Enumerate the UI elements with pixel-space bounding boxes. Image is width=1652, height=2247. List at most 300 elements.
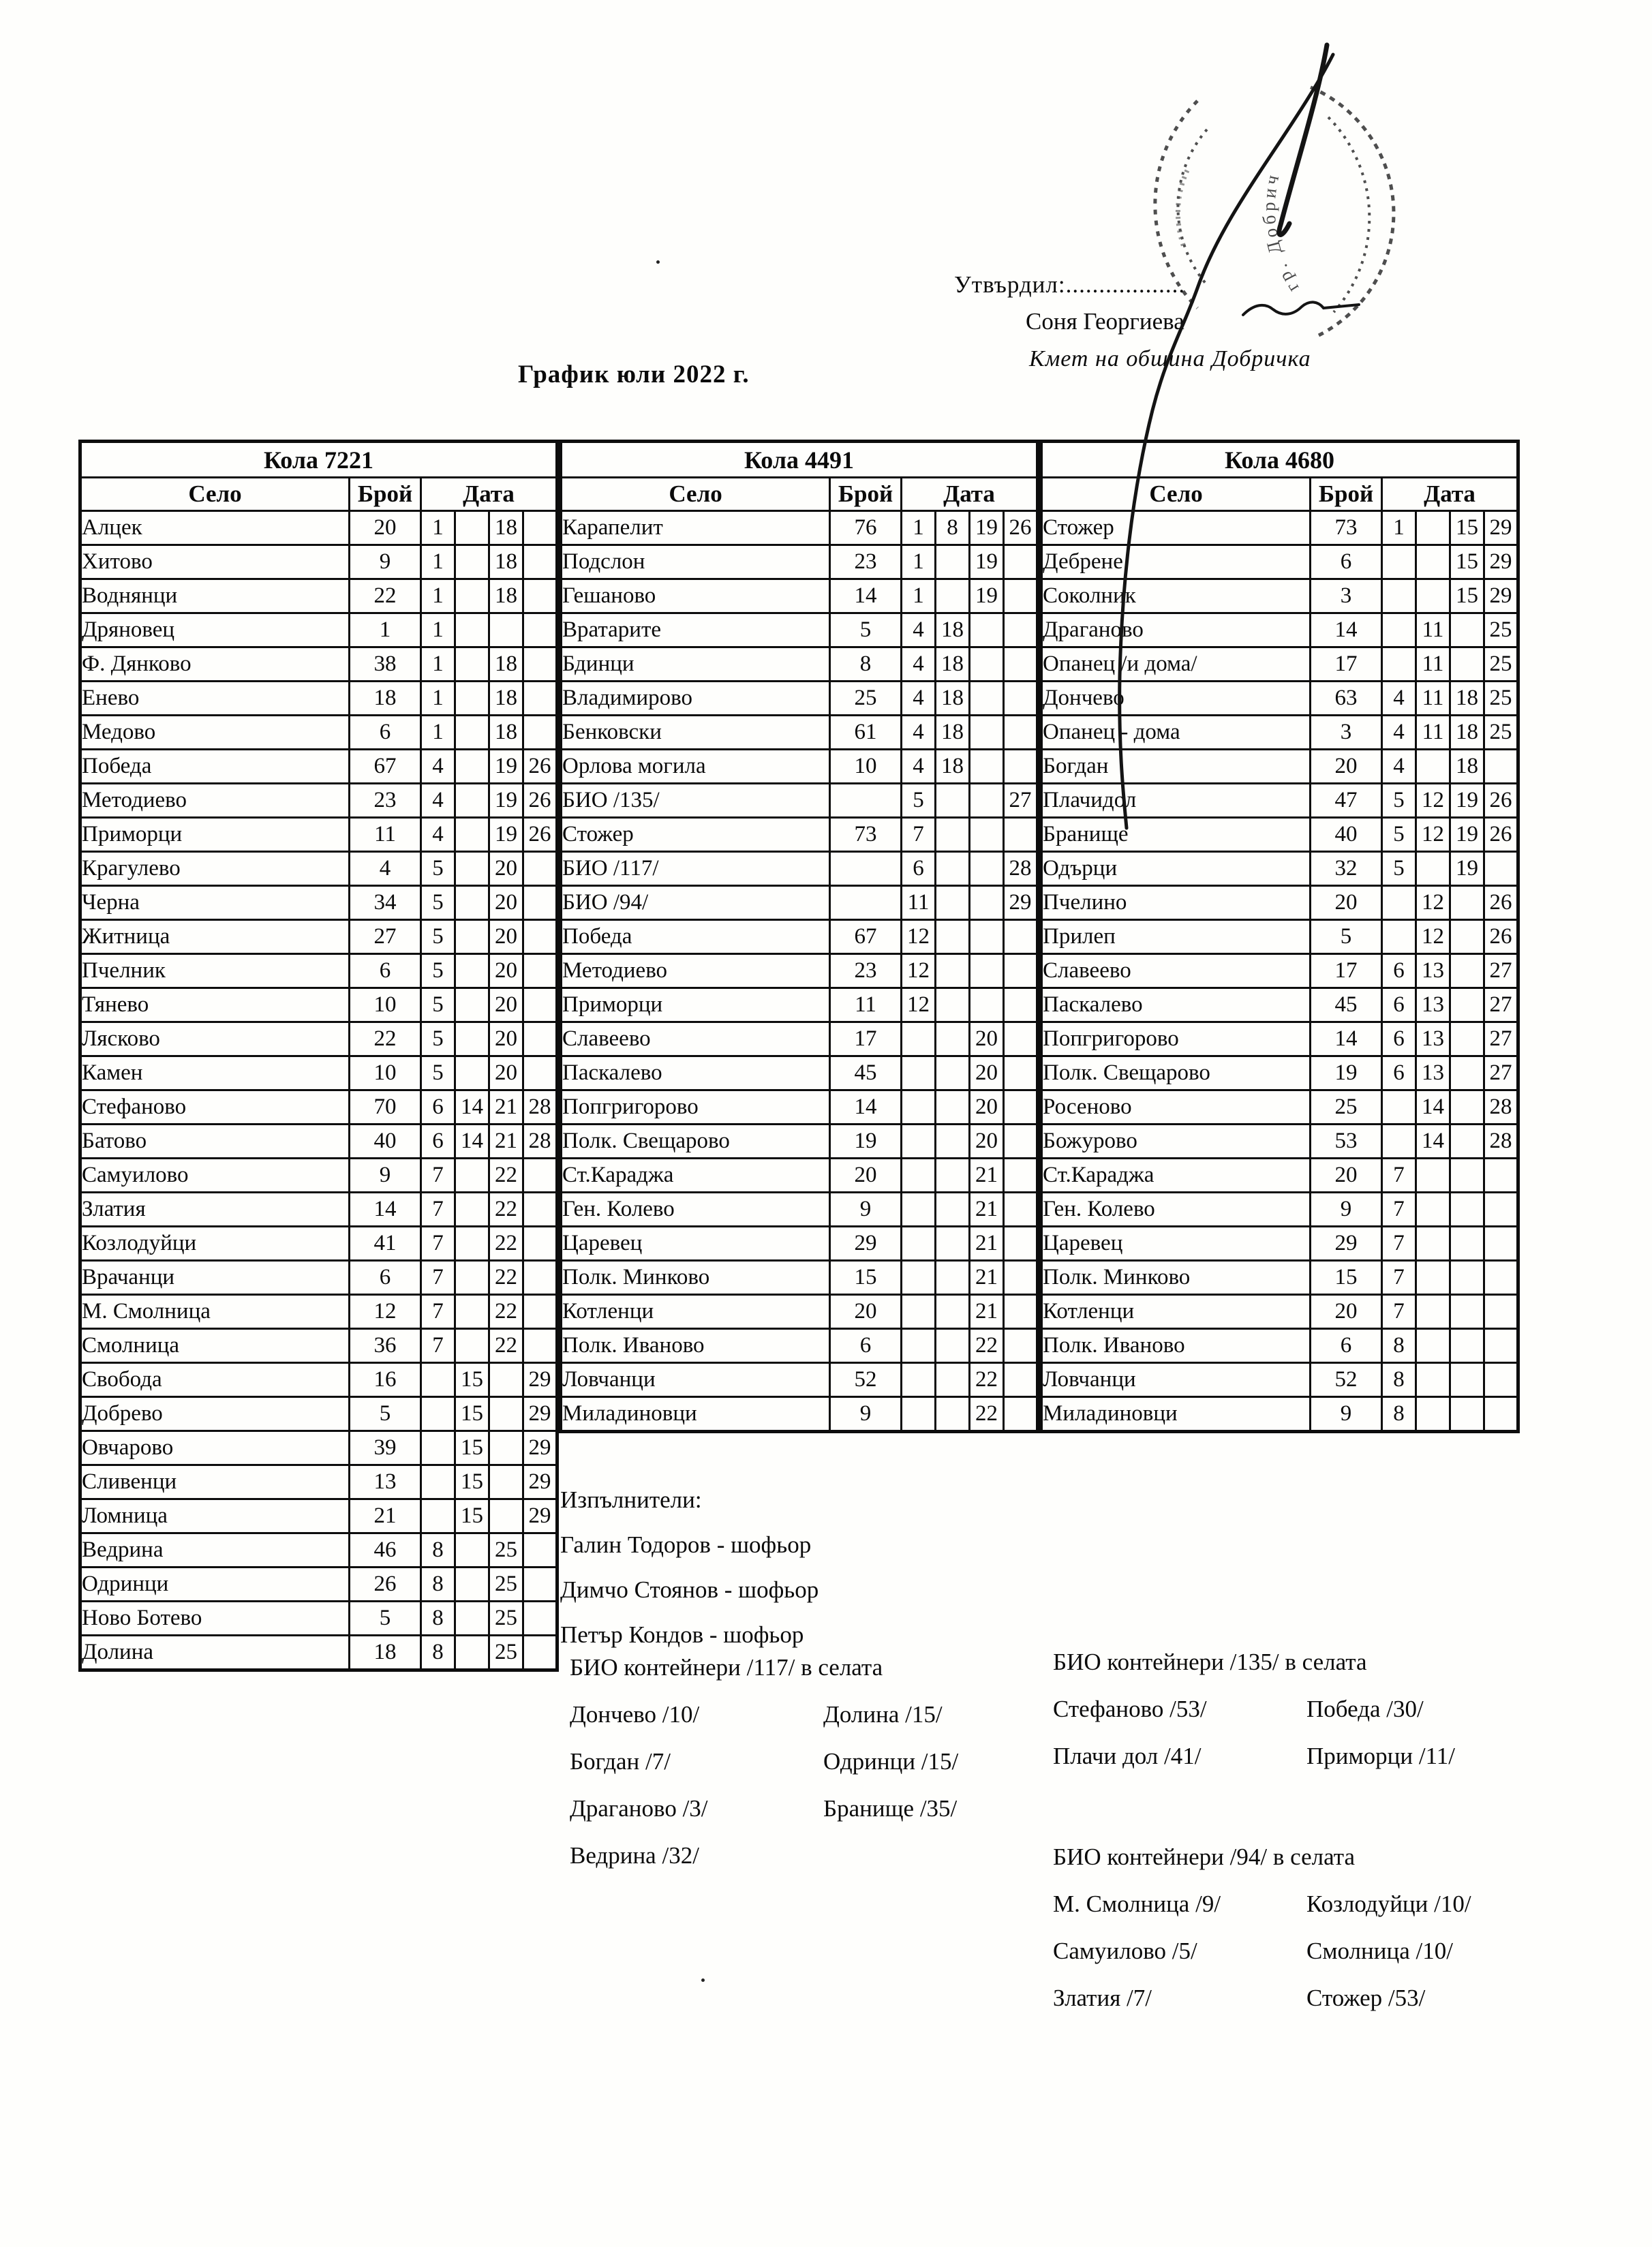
date-cell	[421, 1431, 455, 1465]
date-cell	[1450, 1227, 1484, 1261]
table-row	[80, 1227, 557, 1261]
date-cell	[1484, 1363, 1518, 1397]
bio-note-line	[1053, 1880, 1471, 1927]
table-row	[1041, 886, 1518, 920]
bio-note-title: БИО контейнери /94/ в селата	[1053, 1844, 1355, 1870]
count-cell: 41	[350, 1227, 421, 1261]
table-row	[561, 579, 1038, 613]
date-cell: 21	[970, 1159, 1004, 1193]
table-row	[561, 1193, 1038, 1227]
bio-note-item: Бранище /35/	[823, 1795, 958, 1822]
date-cell: 29	[1004, 886, 1038, 920]
date-cell	[523, 954, 557, 988]
date-cell	[1450, 1193, 1484, 1227]
table-row	[561, 1295, 1038, 1329]
date-cell: 22	[489, 1159, 523, 1193]
village-cell: Овчарово	[80, 1431, 350, 1465]
table-row	[1041, 545, 1518, 579]
village-cell: Царевец	[1041, 1227, 1311, 1261]
count-cell: 14	[350, 1193, 421, 1227]
date-cell	[1004, 613, 1038, 647]
date-cell	[1416, 1193, 1450, 1227]
count-cell: 6	[1311, 545, 1382, 579]
date-cell	[970, 716, 1004, 750]
count-cell: 29	[1311, 1227, 1382, 1261]
count-cell: 5	[350, 1397, 421, 1431]
village-cell: Лясково	[80, 1022, 350, 1056]
date-cell	[455, 1056, 489, 1090]
date-cell: 22	[489, 1193, 523, 1227]
date-cell	[1004, 750, 1038, 784]
date-cell	[1382, 886, 1416, 920]
date-cell: 27	[1484, 954, 1518, 988]
count-cell: 9	[830, 1193, 902, 1227]
village-cell: Славеево	[561, 1022, 830, 1056]
table-row	[1041, 1397, 1518, 1432]
date-cell	[1450, 647, 1484, 682]
date-cell	[1004, 988, 1038, 1022]
date-cell: 13	[1416, 1022, 1450, 1056]
date-cell	[455, 716, 489, 750]
village-cell: Паскалево	[1041, 988, 1311, 1022]
date-cell: 25	[1484, 647, 1518, 682]
table-row	[561, 852, 1038, 886]
date-cell: 22	[970, 1363, 1004, 1397]
date-cell	[523, 1193, 557, 1227]
date-cell: 19	[1450, 818, 1484, 852]
village-cell: Самуилово	[80, 1159, 350, 1193]
date-cell	[902, 1193, 936, 1227]
date-cell: 19	[1450, 852, 1484, 886]
date-cell	[421, 1397, 455, 1431]
date-cell: 28	[523, 1125, 557, 1159]
count-cell: 6	[350, 954, 421, 988]
date-cell: 7	[902, 818, 936, 852]
village-cell: Стожер	[1041, 511, 1311, 545]
count-cell: 9	[830, 1397, 902, 1432]
date-cell: 25	[1484, 613, 1518, 647]
count-cell: 14	[1311, 613, 1382, 647]
village-cell: Полк. Минково	[561, 1261, 830, 1295]
count-cell: 11	[350, 818, 421, 852]
village-cell: Полк. Иваново	[1041, 1329, 1311, 1363]
date-cell: 8	[1382, 1363, 1416, 1397]
page-title: График юли 2022 г.	[518, 361, 750, 388]
village-cell: Драганово	[1041, 613, 1311, 647]
count-cell: 6	[350, 1261, 421, 1295]
village-cell: Гешаново	[561, 579, 830, 613]
village-cell: Стефаново	[80, 1090, 350, 1125]
village-cell: Ген. Колево	[561, 1193, 830, 1227]
village-cell: Воднянци	[80, 579, 350, 613]
date-cell: 4	[1382, 716, 1416, 750]
village-cell: Соколник	[1041, 579, 1311, 613]
date-cell	[1416, 1261, 1450, 1295]
table-header-row	[1041, 442, 1518, 478]
village-cell: Миладиновци	[1041, 1397, 1311, 1432]
village-cell: Крагулево	[80, 852, 350, 886]
table-row	[561, 988, 1038, 1022]
village-cell: Попгригорово	[561, 1090, 830, 1125]
count-cell: 32	[1311, 852, 1382, 886]
date-cell: 11	[902, 886, 936, 920]
column-header-date: Дата	[1382, 478, 1518, 511]
date-cell: 27	[1484, 1022, 1518, 1056]
date-cell	[489, 1465, 523, 1499]
date-cell: 18	[1450, 750, 1484, 784]
table-row	[80, 1397, 557, 1431]
table-row	[561, 1022, 1038, 1056]
date-cell	[936, 886, 970, 920]
column-header-village: Село	[80, 478, 350, 511]
date-cell	[902, 1056, 936, 1090]
date-cell: 22	[970, 1397, 1004, 1432]
date-cell: 4	[421, 750, 455, 784]
date-cell	[1382, 647, 1416, 682]
date-cell	[1450, 1397, 1484, 1432]
table-row	[1041, 750, 1518, 784]
date-cell	[902, 1022, 936, 1056]
date-cell: 13	[1416, 954, 1450, 988]
village-cell: Полк. Иваново	[561, 1329, 830, 1363]
village-cell: Камен	[80, 1056, 350, 1090]
bio-note-item: Одринци /15/	[823, 1748, 959, 1775]
count-cell: 10	[350, 1056, 421, 1090]
stamp-text: гр. Добрич	[1258, 170, 1303, 296]
table-row	[1041, 1193, 1518, 1227]
date-cell	[489, 1397, 523, 1431]
schedule-table	[1039, 440, 1520, 1433]
date-cell: 1	[421, 579, 455, 613]
date-cell	[936, 1159, 970, 1193]
count-cell: 6	[350, 716, 421, 750]
count-cell: 53	[1311, 1125, 1382, 1159]
date-cell: 18	[489, 511, 523, 545]
table-title: Кола 4680	[1041, 442, 1518, 478]
count-cell: 23	[830, 545, 902, 579]
signer-title: Кмет на община Добричка	[1029, 346, 1311, 371]
count-cell: 18	[350, 1636, 421, 1670]
table-row	[561, 920, 1038, 954]
date-cell	[902, 1227, 936, 1261]
date-cell: 25	[489, 1636, 523, 1670]
date-cell	[455, 1227, 489, 1261]
date-cell: 7	[421, 1295, 455, 1329]
date-cell: 19	[970, 545, 1004, 579]
village-cell: Ст.Караджа	[1041, 1159, 1311, 1193]
table-row	[1041, 647, 1518, 682]
date-cell	[1416, 1397, 1450, 1432]
bio-note-item: Ведрина /32/	[570, 1842, 699, 1869]
date-cell: 12	[902, 920, 936, 954]
date-cell	[1382, 579, 1416, 613]
count-cell	[830, 886, 902, 920]
date-cell	[523, 1261, 557, 1295]
count-cell: 36	[350, 1329, 421, 1363]
village-cell: Дряновец	[80, 613, 350, 647]
table-row	[1041, 1227, 1518, 1261]
date-cell	[523, 1568, 557, 1602]
table-row	[561, 818, 1038, 852]
table-row	[1041, 1022, 1518, 1056]
date-cell: 6	[1382, 1056, 1416, 1090]
count-cell: 3	[1311, 579, 1382, 613]
village-cell: Дебрене	[1041, 545, 1311, 579]
date-cell	[523, 886, 557, 920]
count-cell: 10	[350, 988, 421, 1022]
village-cell: Енево	[80, 682, 350, 716]
table-row	[80, 1022, 557, 1056]
village-cell: Сливенци	[80, 1465, 350, 1499]
date-cell	[1416, 1363, 1450, 1397]
count-cell: 34	[350, 886, 421, 920]
count-cell: 11	[830, 988, 902, 1022]
date-cell	[936, 852, 970, 886]
village-cell: Орлова могила	[561, 750, 830, 784]
date-cell: 22	[489, 1227, 523, 1261]
date-cell	[1004, 1159, 1038, 1193]
table-row	[561, 1363, 1038, 1397]
date-cell	[902, 1295, 936, 1329]
date-cell: 1	[421, 647, 455, 682]
village-cell: Медово	[80, 716, 350, 750]
date-cell	[1450, 1125, 1484, 1159]
date-cell: 14	[1416, 1090, 1450, 1125]
date-cell	[523, 852, 557, 886]
date-cell	[455, 1533, 489, 1568]
date-cell: 28	[523, 1090, 557, 1125]
count-cell: 38	[350, 647, 421, 682]
date-cell: 8	[1382, 1397, 1416, 1432]
table-row	[1041, 1056, 1518, 1090]
date-cell: 12	[902, 988, 936, 1022]
date-cell: 7	[1382, 1193, 1416, 1227]
table-row	[80, 613, 557, 647]
village-cell: Росеново	[1041, 1090, 1311, 1125]
count-cell: 52	[1311, 1363, 1382, 1397]
table-row	[1041, 682, 1518, 716]
count-cell: 8	[830, 647, 902, 682]
count-cell: 14	[830, 1090, 902, 1125]
signer-name: Соня Георгиева	[1026, 308, 1184, 335]
column-header-village: Село	[561, 478, 830, 511]
village-cell: Бранище	[1041, 818, 1311, 852]
date-cell: 22	[970, 1329, 1004, 1363]
table-row	[1041, 579, 1518, 613]
date-cell: 7	[1382, 1227, 1416, 1261]
date-cell	[421, 1465, 455, 1499]
count-cell: 29	[830, 1227, 902, 1261]
count-cell: 4	[350, 852, 421, 886]
table-row	[561, 1056, 1038, 1090]
date-cell	[1416, 1295, 1450, 1329]
table-row	[80, 1329, 557, 1363]
count-cell: 9	[1311, 1397, 1382, 1432]
village-cell: Методиево	[80, 784, 350, 818]
date-cell	[936, 1227, 970, 1261]
table-row	[80, 682, 557, 716]
count-cell: 14	[830, 579, 902, 613]
table-row	[80, 511, 557, 545]
village-cell: Котленци	[561, 1295, 830, 1329]
village-cell: Ген. Колево	[1041, 1193, 1311, 1227]
date-cell	[936, 818, 970, 852]
date-cell: 27	[1484, 1056, 1518, 1090]
date-cell	[936, 1193, 970, 1227]
date-cell	[970, 682, 1004, 716]
date-cell	[1450, 1090, 1484, 1125]
table-row	[1041, 511, 1518, 545]
table-row	[561, 511, 1038, 545]
column-header-row	[1041, 478, 1518, 511]
count-cell: 20	[1311, 750, 1382, 784]
count-cell: 5	[830, 613, 902, 647]
column-header-count: Брой	[830, 478, 902, 511]
date-cell	[1004, 1329, 1038, 1363]
date-cell: 29	[523, 1397, 557, 1431]
date-cell: 29	[523, 1431, 557, 1465]
date-cell	[936, 1261, 970, 1295]
date-cell: 7	[1382, 1159, 1416, 1193]
bio-note-item: Победа /30/	[1306, 1696, 1424, 1722]
date-cell: 8	[936, 511, 970, 545]
date-cell: 26	[1484, 920, 1518, 954]
village-cell: Хитово	[80, 545, 350, 579]
count-cell: 13	[350, 1465, 421, 1499]
village-cell: Вратарите	[561, 613, 830, 647]
date-cell: 20	[489, 954, 523, 988]
date-cell: 18	[936, 750, 970, 784]
table-row	[1041, 818, 1518, 852]
date-cell: 18	[489, 647, 523, 682]
date-cell	[936, 1329, 970, 1363]
village-cell: Тянево	[80, 988, 350, 1022]
count-cell: 1	[350, 613, 421, 647]
date-cell: 15	[455, 1397, 489, 1431]
date-cell	[1450, 988, 1484, 1022]
date-cell: 19	[489, 784, 523, 818]
date-cell	[1004, 1363, 1038, 1397]
table-row	[561, 682, 1038, 716]
table-row	[561, 613, 1038, 647]
date-cell: 4	[902, 716, 936, 750]
table-title: Кола 7221	[80, 442, 557, 478]
column-header-village: Село	[1041, 478, 1311, 511]
village-cell: Одринци	[80, 1568, 350, 1602]
date-cell	[1484, 1227, 1518, 1261]
date-cell	[1484, 1193, 1518, 1227]
date-cell: 12	[1416, 784, 1450, 818]
date-cell	[523, 511, 557, 545]
date-cell: 18	[489, 545, 523, 579]
bio-note-item: М. Смолница /9/	[1053, 1891, 1221, 1917]
date-cell: 26	[523, 750, 557, 784]
date-cell: 20	[970, 1090, 1004, 1125]
date-cell: 12	[1416, 886, 1450, 920]
date-cell	[455, 545, 489, 579]
date-cell	[523, 1329, 557, 1363]
village-cell: Долина	[80, 1636, 350, 1670]
date-cell	[1450, 1295, 1484, 1329]
village-cell: Ломница	[80, 1499, 350, 1533]
table-row	[80, 1499, 557, 1533]
date-cell: 1	[1382, 511, 1416, 545]
date-cell: 26	[523, 818, 557, 852]
date-cell	[1004, 1125, 1038, 1159]
table-row	[561, 545, 1038, 579]
date-cell: 8	[421, 1568, 455, 1602]
village-cell: Плачидол	[1041, 784, 1311, 818]
date-cell: 15	[1450, 579, 1484, 613]
date-cell: 13	[1416, 988, 1450, 1022]
count-cell: 5	[350, 1602, 421, 1636]
table-row	[80, 1125, 557, 1159]
village-cell: Ведрина	[80, 1533, 350, 1568]
date-cell: 21	[970, 1193, 1004, 1227]
count-cell: 9	[1311, 1193, 1382, 1227]
date-cell: 18	[936, 682, 970, 716]
date-cell	[1004, 954, 1038, 988]
executor-item: Димчо Стоянов - шофьор	[560, 1576, 819, 1603]
bio-note	[1053, 1638, 1455, 1779]
village-cell: Владимирово	[561, 682, 830, 716]
date-cell: 15	[455, 1499, 489, 1533]
date-cell: 26	[523, 784, 557, 818]
date-cell	[489, 1499, 523, 1533]
date-cell: 29	[523, 1499, 557, 1533]
table-row	[80, 954, 557, 988]
date-cell	[455, 682, 489, 716]
executor-item: Петър Кондов - шофьор	[560, 1621, 804, 1648]
date-cell	[1450, 1022, 1484, 1056]
date-cell: 26	[1484, 784, 1518, 818]
date-cell	[936, 954, 970, 988]
date-cell: 20	[489, 1056, 523, 1090]
village-cell: Стожер	[561, 818, 830, 852]
date-cell: 4	[1382, 750, 1416, 784]
table-row	[80, 1363, 557, 1397]
count-cell: 47	[1311, 784, 1382, 818]
date-cell: 28	[1484, 1125, 1518, 1159]
date-cell	[455, 613, 489, 647]
village-cell: Славеево	[1041, 954, 1311, 988]
date-cell: 28	[1484, 1090, 1518, 1125]
date-cell	[523, 716, 557, 750]
count-cell: 16	[350, 1363, 421, 1397]
bio-note-line	[1053, 1685, 1455, 1732]
date-cell	[523, 1636, 557, 1670]
table-header-row	[80, 442, 557, 478]
date-cell	[455, 1261, 489, 1295]
date-cell	[936, 1022, 970, 1056]
date-cell: 4	[902, 682, 936, 716]
date-cell: 20	[489, 920, 523, 954]
approval-label: Утвърдил:..................	[954, 271, 1186, 298]
date-cell	[1450, 613, 1484, 647]
date-cell	[1004, 818, 1038, 852]
table-row	[1041, 920, 1518, 954]
village-cell: Бдинци	[561, 647, 830, 682]
date-cell: 14	[455, 1125, 489, 1159]
date-cell: 18	[489, 682, 523, 716]
bio-note-item: Смолница /10/	[1306, 1938, 1453, 1964]
village-cell: БИО /94/	[561, 886, 830, 920]
count-cell: 19	[1311, 1056, 1382, 1090]
column-header-count: Брой	[350, 478, 421, 511]
date-cell: 14	[1416, 1125, 1450, 1159]
date-cell	[1450, 954, 1484, 988]
date-cell: 4	[902, 613, 936, 647]
